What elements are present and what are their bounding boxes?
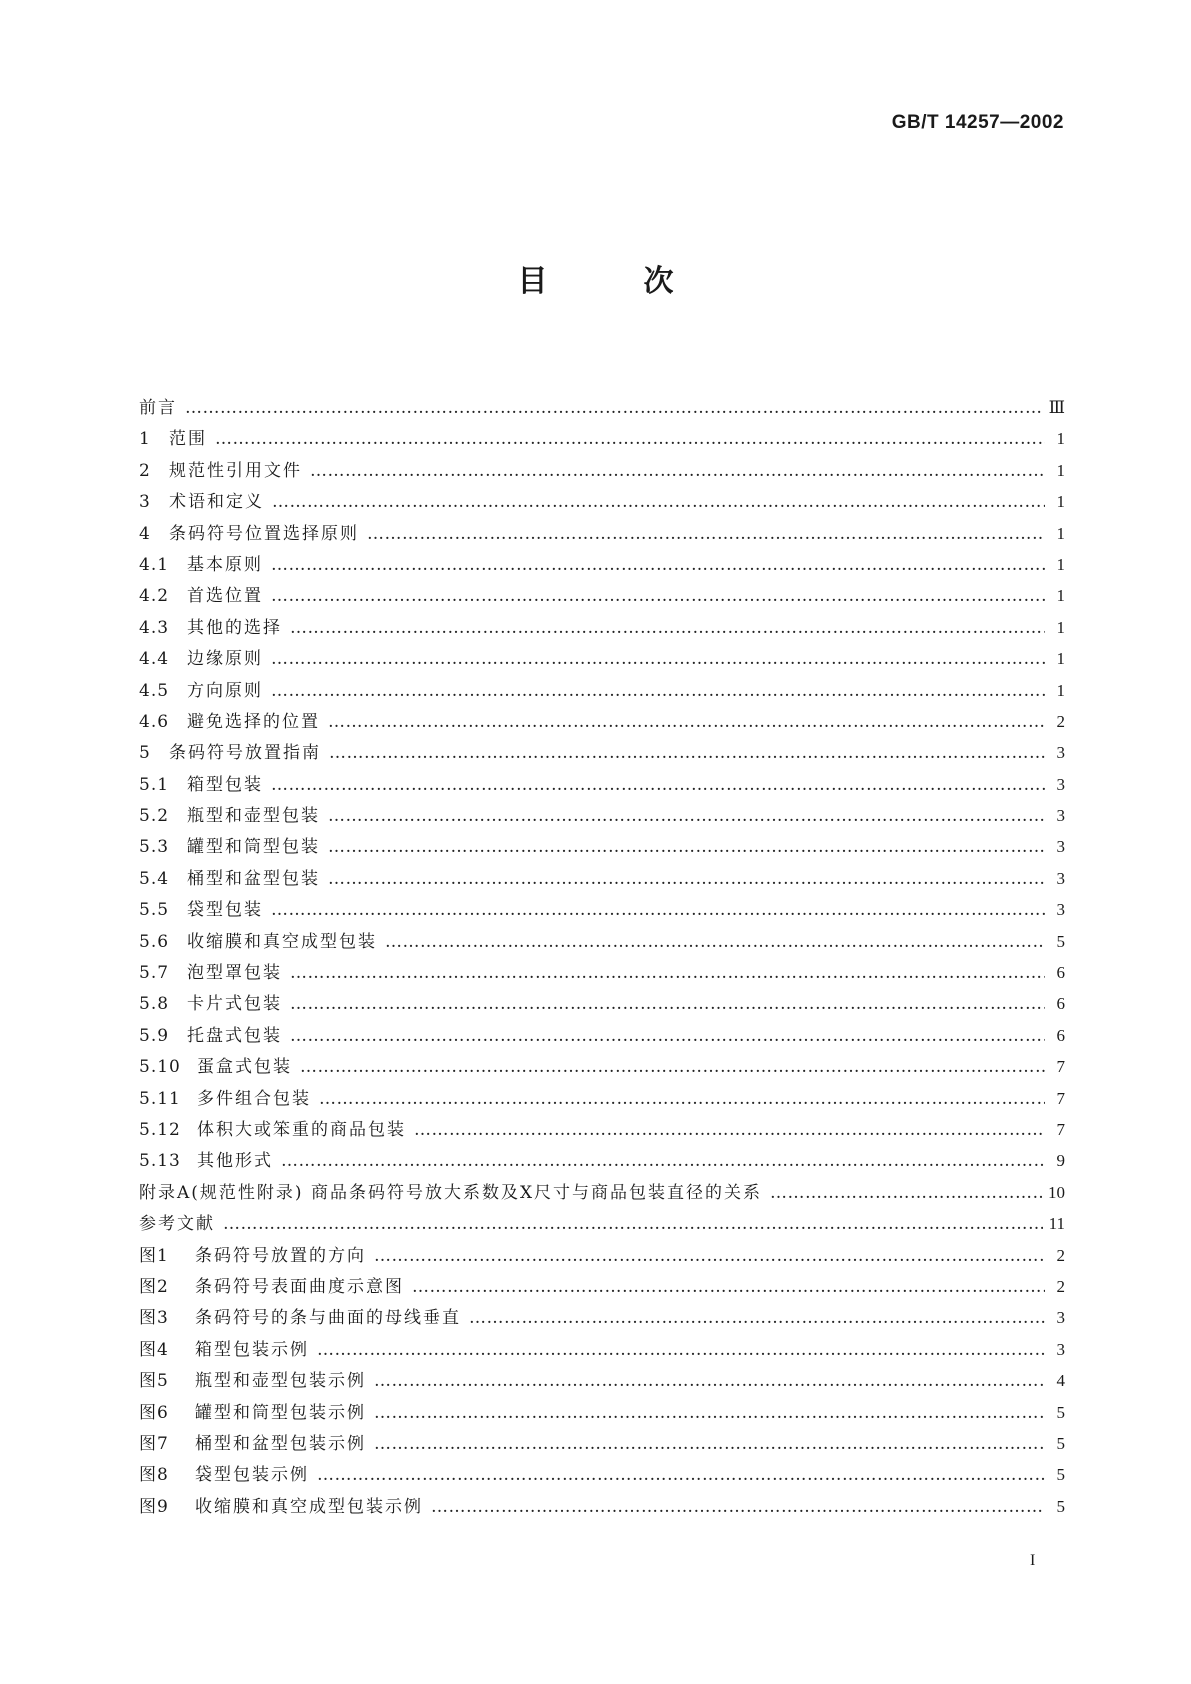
- toc-entry[interactable]: [139, 455, 1065, 486]
- toc-entry-page: 11: [1048, 1214, 1065, 1234]
- toc-entry-number: 图1: [139, 1245, 169, 1266]
- toc-entry-number: 5.13: [139, 1151, 181, 1172]
- toc-entry-number: 5.4: [139, 868, 170, 889]
- toc-entry-number: 4.6: [139, 711, 170, 732]
- toc-dot-leader: [271, 770, 1045, 801]
- toc-title: 目次: [517, 264, 770, 299]
- toc-dot-leader: [770, 1178, 1042, 1209]
- toc-dot-leader: [412, 1272, 1045, 1303]
- toc-dot-leader: [310, 456, 1045, 487]
- toc-entry[interactable]: [139, 1114, 1065, 1145]
- toc-entry[interactable]: [139, 1302, 1065, 1333]
- toc-entry-number: 5.5: [139, 900, 170, 921]
- toc-entry-number: 1: [139, 429, 151, 450]
- toc-entry-page: 3: [1056, 1308, 1065, 1328]
- toc-entry-page: 1: [1056, 460, 1065, 480]
- toc-entry-label: 条码符号表面曲度示意图: [195, 1276, 404, 1297]
- toc-dot-leader: [271, 676, 1045, 707]
- toc-dot-leader: [328, 707, 1045, 738]
- toc-entry-page: 7: [1056, 1119, 1065, 1139]
- toc-entry[interactable]: [139, 1083, 1065, 1114]
- toc-entry-label: 条码符号的条与曲面的母线垂直: [195, 1308, 461, 1329]
- toc-entry-label: 规范性引用文件: [169, 460, 302, 481]
- toc-entry-label: 边缘原则: [187, 649, 263, 670]
- toc-entry-label: 其他的选择: [187, 617, 282, 638]
- toc-entry-page: 1: [1056, 586, 1065, 606]
- toc-entry-number: 5.7: [139, 963, 170, 984]
- toc-entry[interactable]: [139, 1365, 1065, 1396]
- toc-entry-number: 5: [139, 743, 151, 764]
- toc-entry[interactable]: [139, 831, 1065, 862]
- toc-entry-label: 罐型和筒型包装示例: [195, 1402, 366, 1423]
- toc-entry-page: 3: [1056, 868, 1065, 888]
- toc-entry[interactable]: [139, 643, 1065, 674]
- toc-dot-leader: [317, 1335, 1045, 1366]
- toc-entry-label: 箱型包装示例: [195, 1339, 309, 1360]
- toc-entry-page: 3: [1056, 837, 1065, 857]
- toc-entry[interactable]: [139, 580, 1065, 611]
- toc-entry-label: 托盘式包装: [187, 1025, 282, 1046]
- toc-dot-leader: [374, 1398, 1045, 1429]
- toc-entry-label: 首选位置: [187, 586, 263, 607]
- toc-dot-leader: [374, 1241, 1045, 1272]
- toc-entry-number: 5.3: [139, 837, 170, 858]
- toc-entry[interactable]: [139, 863, 1065, 894]
- toc-entry-number: 4.1: [139, 554, 170, 575]
- toc-entry-page: 5: [1056, 1496, 1065, 1516]
- toc-dot-leader: [328, 832, 1045, 863]
- toc-dot-leader: [290, 613, 1045, 644]
- toc-entry-label: 参考文献: [139, 1214, 215, 1235]
- toc-entry-number: 4.4: [139, 649, 170, 670]
- toc-dot-leader: [329, 738, 1045, 769]
- toc-entry[interactable]: [139, 486, 1065, 517]
- toc-entry-label: 卡片式包装: [187, 994, 282, 1015]
- toc-entry-label: 条码符号放置的方向: [195, 1245, 366, 1266]
- toc-entry-label: 体积大或笨重的商品包装: [197, 1119, 406, 1140]
- toc-entry-label: 条码符号位置选择原则: [169, 523, 359, 544]
- toc-entry-number: 图5: [139, 1371, 169, 1392]
- toc-entry-number: 5.6: [139, 931, 170, 952]
- toc-dot-leader: [223, 1209, 1043, 1240]
- toc-entry[interactable]: [139, 1208, 1065, 1239]
- toc-entry[interactable]: [139, 1428, 1065, 1459]
- toc-entry-label: 收缩膜和真空成型包装: [187, 931, 377, 952]
- toc-entry-page: 1: [1056, 617, 1065, 637]
- toc-entry[interactable]: [139, 675, 1065, 706]
- toc-dot-leader: [300, 1052, 1045, 1083]
- toc-entry[interactable]: [139, 1459, 1065, 1490]
- toc-entry-label: 方向原则: [187, 680, 263, 701]
- toc-entry[interactable]: [139, 1145, 1065, 1176]
- toc-entry-label: 蛋盒式包装: [197, 1057, 292, 1078]
- toc-entry-page: 7: [1056, 1088, 1065, 1108]
- toc-entry-page: 9: [1056, 1151, 1065, 1171]
- toc-entry-number: 4.2: [139, 586, 170, 607]
- toc-entry-number: 5.11: [139, 1088, 181, 1109]
- toc-entry[interactable]: [139, 612, 1065, 643]
- toc-entry-label: 其他形式: [197, 1151, 273, 1172]
- toc-entry[interactable]: [139, 549, 1065, 580]
- toc-entry[interactable]: [139, 518, 1065, 549]
- toc-entry[interactable]: [139, 988, 1065, 1019]
- toc-entry-number: 2: [139, 460, 151, 481]
- page-number: I: [1030, 1552, 1036, 1569]
- toc-entry-page: 7: [1056, 1057, 1065, 1077]
- toc-entry-page: 5: [1056, 1402, 1065, 1422]
- toc-dot-leader: [281, 1146, 1045, 1177]
- toc-entry-label: 避免选择的位置: [187, 711, 320, 732]
- toc-entry[interactable]: [139, 1271, 1065, 1302]
- toc-dot-leader: [271, 644, 1045, 675]
- toc-entry-number: 3: [139, 492, 151, 513]
- toc-entry[interactable]: [139, 1491, 1065, 1522]
- toc-entry-page: 2: [1056, 1276, 1065, 1296]
- toc-entry-page: 10: [1048, 1182, 1065, 1202]
- toc-entry-page: 6: [1056, 1025, 1065, 1045]
- toc-dot-leader: [385, 927, 1045, 958]
- toc-entry[interactable]: [139, 894, 1065, 925]
- toc-dot-leader: [290, 989, 1045, 1020]
- toc-entry-page: 3: [1056, 900, 1065, 920]
- toc-dot-leader: [290, 1021, 1045, 1052]
- toc-entry-label: 箱型包装: [187, 774, 263, 795]
- toc-dot-leader: [271, 550, 1045, 581]
- toc-entry-number: 5.9: [139, 1025, 170, 1046]
- toc-entry-number: 4: [139, 523, 151, 544]
- toc-entry-page: 2: [1056, 711, 1065, 731]
- toc-entry[interactable]: [139, 706, 1065, 737]
- toc-entry-label: 条码符号放置指南: [169, 743, 321, 764]
- toc-entry-number: 4.3: [139, 617, 170, 638]
- toc-entry[interactable]: [139, 926, 1065, 957]
- toc-entry-number: 图7: [139, 1433, 169, 1454]
- toc-entry[interactable]: [139, 737, 1065, 768]
- toc-entry[interactable]: [139, 1051, 1065, 1082]
- toc-entry-label: 桶型和盆型包装: [187, 868, 320, 889]
- toc-entry-label: 附录A(规范性附录) 商品条码符号放大系数及X尺寸与商品包装直径的关系: [139, 1182, 763, 1203]
- toc-entry-label: 范围: [169, 429, 207, 450]
- toc-entry[interactable]: [139, 1397, 1065, 1428]
- toc-entry-page: 5: [1056, 1433, 1065, 1453]
- toc-entry-number: 图4: [139, 1339, 169, 1360]
- toc-entry-page: 1: [1056, 554, 1065, 574]
- toc-entry-label: 瓶型和壶型包装: [187, 806, 320, 827]
- toc-dot-leader: [367, 519, 1045, 550]
- toc-dot-leader: [374, 1429, 1045, 1460]
- toc-entry-label: 袋型包装: [187, 900, 263, 921]
- toc-entry-label: 前言: [139, 398, 177, 418]
- toc-entry-number: 4.5: [139, 680, 170, 701]
- toc-entry-number: 5.8: [139, 994, 170, 1015]
- toc-entry-page: 6: [1056, 963, 1065, 983]
- toc-entry-label: 基本原则: [187, 554, 263, 575]
- toc-entry-number: 图2: [139, 1276, 169, 1297]
- toc-entry[interactable]: [139, 769, 1065, 800]
- toc-entry-label: 泡型罩包装: [187, 963, 282, 984]
- toc-entry-page: 3: [1056, 774, 1065, 794]
- toc-dot-leader: [328, 864, 1045, 895]
- toc-dot-leader: [414, 1115, 1045, 1146]
- toc-entry-page: Ⅲ: [1048, 398, 1065, 417]
- toc-entry[interactable]: [139, 392, 1065, 423]
- toc-entry-page: 3: [1056, 1339, 1065, 1359]
- toc-dot-leader: [317, 1460, 1045, 1491]
- toc-entry-label: 罐型和筒型包装: [187, 837, 320, 858]
- toc-entry-page: 5: [1056, 931, 1065, 951]
- toc-entry-number: 5.2: [139, 806, 170, 827]
- toc-dot-leader: [319, 1084, 1045, 1115]
- toc-dot-leader: [215, 424, 1045, 455]
- toc-entry-page: 3: [1056, 743, 1065, 763]
- toc-entry-number: 图9: [139, 1496, 169, 1517]
- toc-dot-leader: [431, 1492, 1045, 1523]
- toc-dot-leader: [271, 895, 1045, 926]
- toc-entry-number: 图6: [139, 1402, 169, 1423]
- toc-dot-leader: [374, 1366, 1045, 1397]
- toc-entry-page: 4: [1056, 1371, 1065, 1391]
- toc-entry-page: 1: [1056, 680, 1065, 700]
- toc-entry-page: 5: [1056, 1465, 1065, 1485]
- toc-dot-leader: [272, 487, 1045, 518]
- toc-entry[interactable]: [139, 1240, 1065, 1271]
- toc-entry-number: 5.10: [139, 1057, 181, 1078]
- toc-entry[interactable]: [139, 1177, 1065, 1208]
- toc-dot-leader: [469, 1303, 1045, 1334]
- standard-number: GB/T 14257—2002: [891, 112, 1064, 133]
- toc-entry-page: 1: [1056, 429, 1065, 449]
- toc-entry[interactable]: [139, 1334, 1065, 1365]
- toc-entry-page: 3: [1056, 806, 1065, 826]
- toc-entry-number: 5.1: [139, 774, 170, 795]
- toc-entry-label: 多件组合包装: [197, 1088, 311, 1109]
- toc-entry-page: 6: [1056, 994, 1065, 1014]
- toc-entry-page: 1: [1056, 649, 1065, 669]
- toc-entry-number: 5.12: [139, 1119, 181, 1140]
- toc-entry-label: 收缩膜和真空成型包装示例: [195, 1496, 423, 1517]
- toc-dot-leader: [185, 393, 1043, 424]
- toc-entry[interactable]: [139, 423, 1065, 454]
- toc-entry[interactable]: [139, 957, 1065, 988]
- toc-dot-leader: [328, 801, 1045, 832]
- toc-entry-label: 术语和定义: [169, 492, 264, 513]
- toc-entry-page: 1: [1056, 523, 1065, 543]
- toc-entry-number: 图8: [139, 1465, 169, 1486]
- toc-entry-page: 1: [1056, 492, 1065, 512]
- toc-dot-leader: [271, 581, 1045, 612]
- toc-dot-leader: [290, 958, 1045, 989]
- toc-entry-label: 瓶型和壶型包装示例: [195, 1371, 366, 1392]
- toc-entry-page: 2: [1056, 1245, 1065, 1265]
- toc-entry-number: 图3: [139, 1308, 169, 1329]
- toc-list: [139, 392, 1065, 1522]
- toc-entry[interactable]: [139, 1020, 1065, 1051]
- toc-entry-label: 桶型和盆型包装示例: [195, 1433, 366, 1454]
- toc-entry-label: 袋型包装示例: [195, 1465, 309, 1486]
- toc-entry[interactable]: [139, 800, 1065, 831]
